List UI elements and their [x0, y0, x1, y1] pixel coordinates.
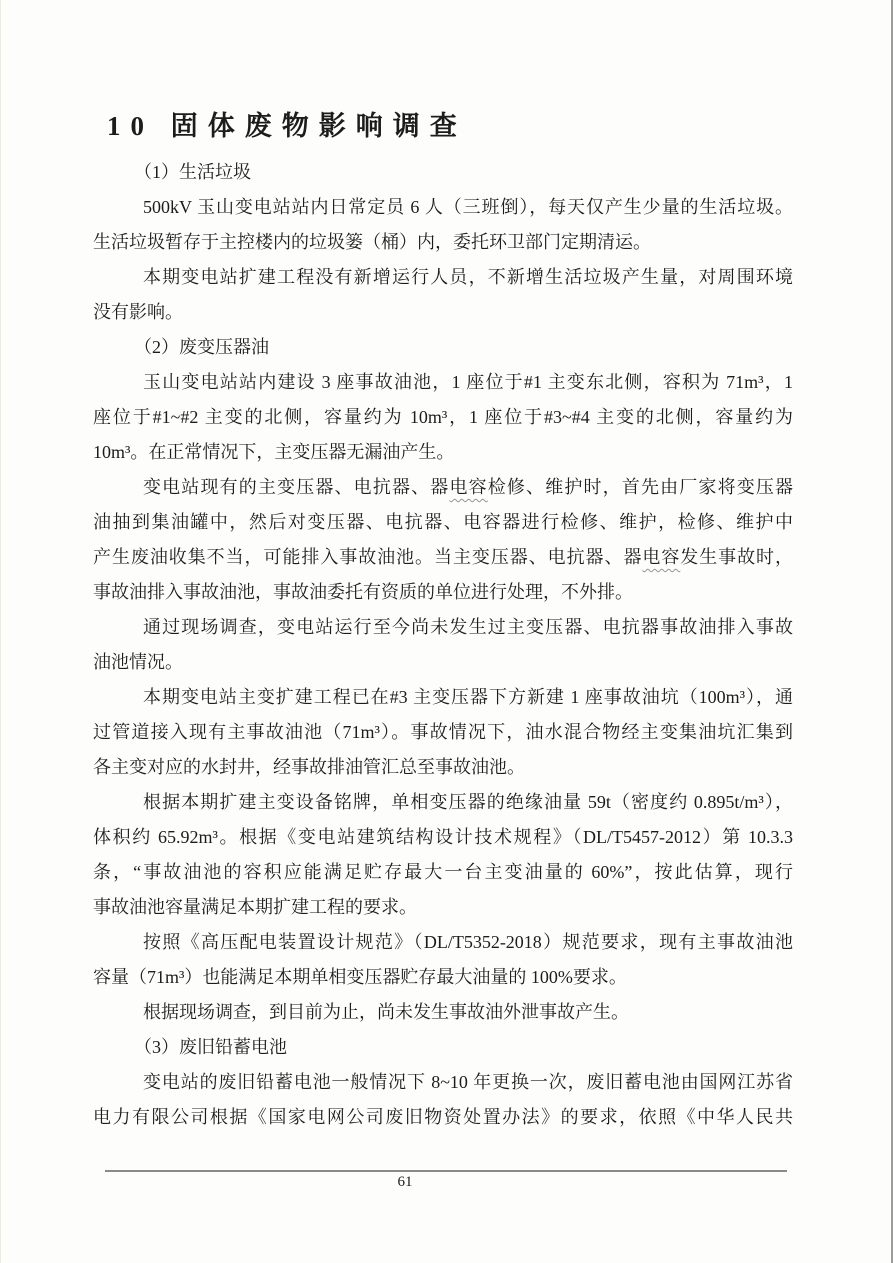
document-body	[93, 110, 793, 1135]
document-blocks	[93, 155, 793, 1135]
paragraph-line: 油池情况。	[93, 652, 183, 672]
paragraph-line: 根据现场调查，到目前为止，尚未发生事故油外泄事故产生。	[143, 1002, 629, 1022]
document-title: 10 固体废物影响调查	[107, 111, 467, 141]
paragraph-line	[93, 540, 793, 575]
paragraph-line: 按照《高压配电装置设计规范》（DL/T5352-2018）规范要求，现有主事故油池	[143, 932, 793, 952]
text-segment: 检修、维护时，首先由厂家将变压器	[487, 477, 793, 497]
paragraph-line: 容量（71m³）也能满足本期单相变压器贮存最大油量的 100%要求。	[93, 967, 627, 987]
paragraph	[93, 785, 793, 925]
paragraph	[93, 1065, 793, 1135]
paragraph-line: 过管道接入现有主事故油池（71m³）。事故情况下，油水混合物经主变集油坑汇集到	[93, 722, 793, 742]
paragraph-line: 生活垃圾暂存于主控楼内的垃圾篓（桶）内，委托环卫部门定期清运。	[93, 232, 651, 252]
paragraph-line: 本期变电站主变扩建工程已在#3 主变压器下方新建 1 座事故油坑（100m³），通	[143, 687, 793, 707]
paragraph	[93, 995, 793, 1030]
section	[93, 155, 793, 190]
paragraph-line: 玉山变电站站内建设 3 座事故油池，1 座位于#1 主变东北侧，容积为 71m³，1	[143, 372, 793, 392]
section-heading: （3）废旧铅蓄电池	[134, 1037, 287, 1057]
paragraph	[93, 680, 793, 785]
paragraph	[93, 610, 793, 680]
paragraph-line: 电力有限公司根据《国家电网公司废旧物资处置办法》的要求，依照《中华人民共	[93, 1107, 793, 1127]
paragraph-line: 条，“事故油池的容积应能满足贮存最大一台主变油量的 60%”，按此估算，现行	[93, 862, 793, 882]
paragraph-line: 根据本期扩建主变设备铭牌，单相变压器的绝缘油量 59t（密度约 0.895t/m³），	[143, 792, 793, 812]
spellcheck-underlined-text: 电容	[449, 477, 488, 497]
paragraph-line: 10m³。在正常情况下，主变压器无漏油产生。	[93, 442, 455, 462]
page-number: 61	[397, 1174, 413, 1190]
paragraph-line	[93, 470, 793, 505]
text-segment: 发生事故时，	[680, 547, 793, 567]
section-heading: （2）废变压器油	[134, 337, 269, 357]
paragraph-line: 500kV 玉山变电站站内日常定员 6 人（三班倒），每天仅产生少量的生活垃圾。	[143, 197, 793, 217]
paragraph-line: 事故油池容量满足本期扩建工程的要求。	[93, 897, 417, 917]
paragraph	[93, 260, 793, 330]
paragraph-line: 通过现场调查，变电站运行至今尚未发生过主变压器、电抗器事故油排入事故	[143, 617, 793, 637]
section	[93, 1030, 793, 1065]
text-segment: 变电站现有的主变压器、电抗器、器	[143, 477, 450, 497]
section	[93, 330, 793, 365]
paragraph	[93, 470, 793, 610]
paragraph	[93, 925, 793, 995]
text-segment: 产生废油收集不当，可能排入事故油池。当主变压器、电抗器、器	[93, 547, 643, 567]
paragraph-line: 本期变电站扩建工程没有新增运行人员，不新增生活垃圾产生量，对周围环境	[143, 267, 793, 287]
section-heading: （1）生活垃圾	[134, 162, 251, 182]
paragraph-line: 油抽到集油罐中，然后对变压器、电抗器、电容器进行检修、维护，检修、维护中	[93, 512, 793, 532]
paragraph-line: 变电站的废旧铅蓄电池一般情况下 8~10 年更换一次，废旧蓄电池由国网江苏省	[143, 1072, 793, 1092]
paragraph	[93, 365, 793, 470]
paragraph-line: 体积约 65.92m³。根据《变电站建筑结构设计技术规程》（DL/T5457-2012）第 10.3.3	[93, 827, 793, 847]
paragraph-line: 事故油排入事故油池，事故油委托有资质的单位进行处理，不外排。	[93, 582, 633, 602]
paragraph	[93, 190, 793, 260]
paragraph-line: 座位于#1~#2 主变的北侧，容量约为 10m³，1 座位于#3~#4 主变的北侧，容量约为	[93, 407, 793, 427]
spellcheck-underlined-text: 电容	[642, 547, 681, 567]
paragraph-line: 各主变对应的水封井，经事故排油管汇总至事故油池。	[93, 757, 525, 777]
paragraph-line: 没有影响。	[93, 302, 183, 322]
